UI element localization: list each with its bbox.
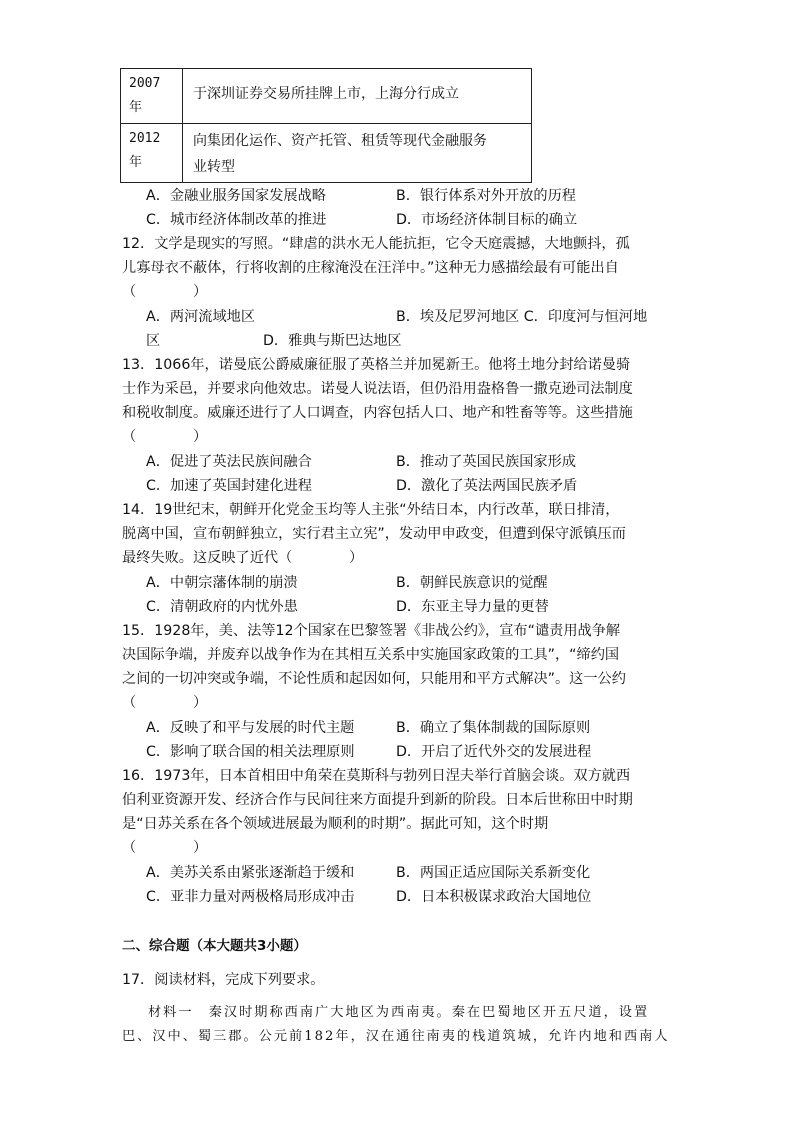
q11-option-c[interactable]: C．城市经济体制改革的推进 bbox=[146, 212, 327, 228]
q15-option-a[interactable]: A．反映了和平与发展的时代主题 bbox=[146, 720, 355, 736]
q15-stem-line: 之间的一切冲突或争端，不论性质和起因如何，只能用和平方式解决”。这一公约 bbox=[122, 671, 626, 687]
table-cell-event bbox=[183, 69, 532, 124]
q16-stem-line: 16．1973年，日本首相田中角荣在莫斯科与勃列日涅夫举行首脑会谈。双方就西 bbox=[122, 768, 631, 784]
history-table bbox=[120, 68, 532, 183]
year-unit: 年 bbox=[129, 155, 143, 170]
q12-option-a[interactable]: A．两河流域地区 bbox=[146, 309, 256, 325]
q13-stem-line: 士作为采邑，并要求向他效忠。诺曼人说法语，但仍沿用盎格鲁一撒克逊司法制度 bbox=[122, 381, 633, 397]
event-text: 向集团化运作、资产托管、租赁等现代金融服务 bbox=[193, 133, 487, 149]
q17-stem-line: 17．阅读材料，完成下列要求。 bbox=[122, 972, 325, 988]
table-cell-year bbox=[121, 124, 183, 183]
q13-option-d[interactable]: D．激化了英法两国民族矛盾 bbox=[396, 478, 578, 494]
q15-option-d[interactable]: D．开启了近代外交的发展进程 bbox=[396, 744, 592, 760]
q11-option-b[interactable]: B．银行体系对外开放的历程 bbox=[396, 188, 576, 204]
year-text: 2007 bbox=[129, 76, 161, 91]
event-text: 业转型 bbox=[193, 159, 235, 175]
q13-answer-blank: （ ） bbox=[122, 429, 208, 445]
q14-stem-line: 脱离中国，宣布朝鲜独立，实行君主立宪”，发动甲申政变，但遭到保守派镇压而 bbox=[122, 526, 626, 542]
table-cell-year bbox=[121, 69, 183, 124]
q15-option-b[interactable]: B．确立了集体制裁的国际原则 bbox=[396, 720, 591, 736]
q12-answer-blank: （ ） bbox=[122, 284, 208, 300]
q16-option-d[interactable]: D．日本积极谋求政治大国地位 bbox=[396, 889, 592, 905]
table-row bbox=[121, 124, 532, 183]
q12-stem-line: 儿寡母衣不蔽体，行将收割的庄稼淹没在汪洋中。”这种无力感描绘最有可能出自 bbox=[122, 260, 619, 276]
q16-stem-line: 是“日苏关系在各个领域进展最为顺利的时期”。据此可知，这个时期 bbox=[122, 816, 549, 832]
q13-option-c[interactable]: C．加速了英国封建化进程 bbox=[146, 478, 312, 494]
q13-option-a[interactable]: A．促进了英法民族间融合 bbox=[146, 454, 312, 470]
q12-option-c-cont[interactable]: 区 bbox=[146, 333, 161, 349]
q15-option-c[interactable]: C．影响了联合国的相关法理原则 bbox=[146, 744, 355, 760]
section-heading: 二、综合题（本大题共3小题） bbox=[122, 938, 307, 954]
q15-stem-line: 15．1928年，美、法等12个国家在巴黎签署《非战公约》，宣布“谴责用战争解 bbox=[122, 623, 621, 639]
q13-stem-line: 13．1066年，诺曼底公爵威廉征服了英格兰并加冕新王。他将土地分封给诺曼骑 bbox=[122, 357, 631, 373]
q13-option-b[interactable]: B．推动了英国民族国家形成 bbox=[396, 454, 576, 470]
q14-option-b[interactable]: B．朝鲜民族意识的觉醒 bbox=[396, 575, 548, 591]
q14-option-d[interactable]: D．东亚主导力量的更替 bbox=[396, 599, 549, 615]
q16-answer-blank: （ ） bbox=[122, 840, 208, 856]
q11-option-d[interactable]: D．市场经济体制目标的确立 bbox=[396, 212, 578, 228]
q14-option-c[interactable]: C．清朝政府的内忧外患 bbox=[146, 599, 298, 615]
year-unit: 年 bbox=[129, 100, 143, 115]
q16-option-b[interactable]: B．两国正适应国际关系新变化 bbox=[396, 865, 591, 881]
q15-answer-blank: （ ） bbox=[122, 695, 208, 711]
q17-material-line: 材料一 秦汉时期称西南广大地区为西南夷。秦在巴蜀地区开五尺道，设置 bbox=[148, 1005, 650, 1020]
q16-stem-line: 伯利亚资源开发、经济合作与民间往来方面提升到新的阶段。日本后世称田中时期 bbox=[122, 792, 633, 808]
table-row bbox=[121, 69, 532, 124]
q12-option-d[interactable]: D．雅典与斯巴达地区 bbox=[263, 333, 402, 349]
q13-stem-line: 和税收制度。威廉还进行了人口调查，内容包括人口、地产和牲畜等等。这些措施 bbox=[122, 405, 633, 421]
q15-stem-line: 决国际争端，并废弃以战争作为在其相互关系中实施国家政策的工具”，“缔约国 bbox=[122, 647, 620, 663]
table-cell-event bbox=[183, 124, 532, 183]
q14-stem-line: 14．19世纪末，朝鲜开化党金玉均等人主张“外结日本，内行改革，联日排清， bbox=[122, 502, 620, 518]
q16-option-a[interactable]: A．美苏关系由紧张逐渐趋于缓和 bbox=[146, 865, 355, 881]
q14-option-a[interactable]: A．中朝宗藩体制的崩溃 bbox=[146, 575, 298, 591]
q14-stem-line: 最终失败。这反映了近代（ ） bbox=[122, 550, 364, 566]
q17-material-line: 巴、汉中、蜀三郡。公元前182年，汉在通往南夷的栈道筑城，允许内地和西南人 bbox=[122, 1029, 670, 1044]
q16-option-c[interactable]: C．亚非力量对两极格局形成冲击 bbox=[146, 889, 355, 905]
q11-option-a[interactable]: A．金融业服务国家发展战略 bbox=[146, 188, 326, 204]
q12-stem-line: 12．文学是现实的写照。“肆虐的洪水无人能抗拒，它令天庭震撼，大地颤抖，孤 bbox=[122, 236, 630, 252]
year-text: 2012 bbox=[129, 131, 161, 146]
q12-option-bc[interactable]: B．埃及尼罗河地区 C．印度河与恒河地 bbox=[396, 309, 648, 325]
event-text: 于深圳证券交易所挂牌上市，上海分行成立 bbox=[193, 86, 459, 102]
